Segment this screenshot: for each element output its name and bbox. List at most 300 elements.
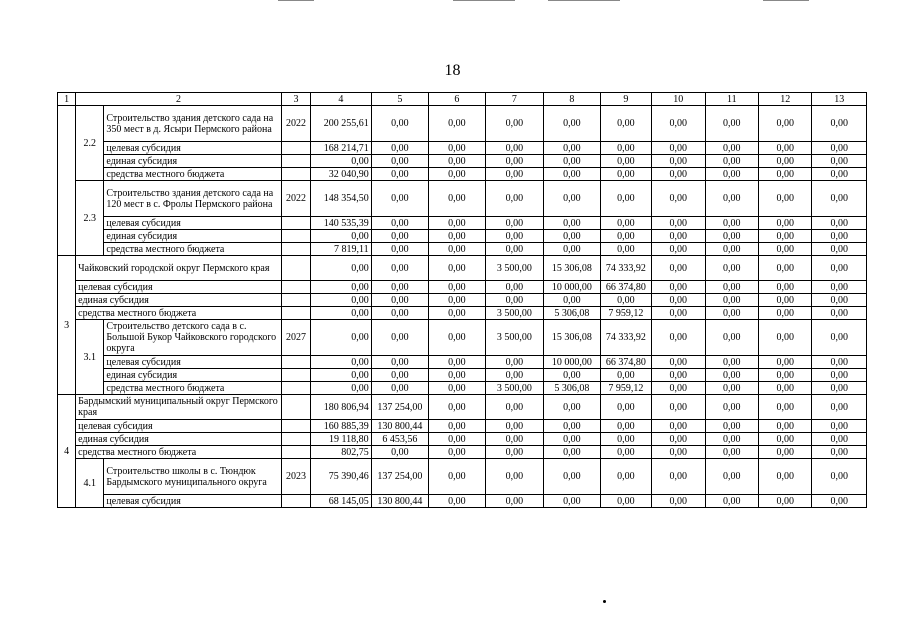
row-name: средства местного бюджета — [104, 168, 282, 181]
value-cell: 0,00 — [485, 230, 544, 243]
value-cell: 0,00 — [705, 307, 758, 320]
value-cell: 0,00 — [429, 495, 485, 508]
value-cell: 68 145,05 — [311, 495, 372, 508]
value-cell: 7 959,12 — [600, 307, 651, 320]
value-cell: 0,00 — [429, 459, 485, 495]
header-cell: 12 — [758, 93, 811, 106]
row-name: целевая субсидия — [104, 356, 282, 369]
year-cell — [281, 281, 310, 294]
value-cell: 3 500,00 — [485, 307, 544, 320]
value-cell: 0,00 — [371, 243, 428, 256]
subgroup-number: 3.1 — [76, 320, 104, 395]
value-cell: 0,00 — [758, 495, 811, 508]
value-cell: 3 500,00 — [485, 320, 544, 356]
row-name: Строительство детского сада в с. Большой Букор Чайковского городского округа — [104, 320, 282, 356]
value-cell: 0,00 — [544, 168, 600, 181]
header-cell: 10 — [652, 93, 705, 106]
value-cell: 0,00 — [758, 181, 811, 217]
value-cell: 0,00 — [652, 181, 705, 217]
header-cell: 13 — [812, 93, 867, 106]
scan-edge-line-1 — [278, 0, 314, 1]
group-cell-blank — [58, 106, 76, 256]
row-name: целевая субсидия — [76, 281, 282, 294]
value-cell: 0,00 — [705, 459, 758, 495]
group-number: 4 — [58, 395, 76, 508]
value-cell: 0,00 — [812, 142, 867, 155]
value-cell: 0,00 — [311, 369, 372, 382]
value-cell: 0,00 — [705, 356, 758, 369]
value-cell: 0,00 — [371, 307, 428, 320]
value-cell: 0,00 — [371, 320, 428, 356]
value-cell: 0,00 — [758, 168, 811, 181]
table-row — [58, 320, 867, 356]
value-cell: 0,00 — [544, 243, 600, 256]
value-cell: 74 333,92 — [600, 256, 651, 281]
value-cell: 0,00 — [485, 281, 544, 294]
value-cell: 0,00 — [485, 106, 544, 142]
value-cell: 0,00 — [371, 217, 428, 230]
year-cell — [281, 446, 310, 459]
value-cell: 0,00 — [705, 217, 758, 230]
value-cell: 0,00 — [429, 230, 485, 243]
value-cell: 0,00 — [705, 382, 758, 395]
value-cell: 0,00 — [485, 155, 544, 168]
header-cell: 6 — [429, 93, 485, 106]
value-cell: 0,00 — [812, 433, 867, 446]
year-cell — [281, 217, 310, 230]
value-cell: 0,00 — [705, 230, 758, 243]
value-cell: 0,00 — [485, 142, 544, 155]
subgroup-number: 2.3 — [76, 181, 104, 256]
value-cell: 0,00 — [544, 106, 600, 142]
value-cell: 0,00 — [812, 217, 867, 230]
value-cell: 0,00 — [371, 256, 428, 281]
value-cell: 19 118,80 — [311, 433, 372, 446]
row-name: Чайковский городской округ Пермского края — [76, 256, 282, 281]
value-cell: 0,00 — [485, 459, 544, 495]
value-cell: 0,00 — [758, 446, 811, 459]
value-cell: 0,00 — [812, 181, 867, 217]
value-cell: 0,00 — [600, 446, 651, 459]
value-cell: 0,00 — [812, 369, 867, 382]
value-cell: 0,00 — [544, 395, 600, 420]
value-cell: 0,00 — [600, 420, 651, 433]
row-name: средства местного бюджета — [76, 307, 282, 320]
header-cell: 2 — [76, 93, 282, 106]
subgroup-number: 4.1 — [76, 459, 104, 508]
value-cell: 168 214,71 — [311, 142, 372, 155]
value-cell: 0,00 — [311, 256, 372, 281]
value-cell: 0,00 — [371, 281, 428, 294]
value-cell: 0,00 — [485, 181, 544, 217]
value-cell: 0,00 — [652, 294, 705, 307]
page-number: 18 — [444, 62, 461, 79]
value-cell: 3 500,00 — [485, 256, 544, 281]
year-cell — [281, 256, 310, 281]
value-cell: 0,00 — [600, 181, 651, 217]
value-cell: 0,00 — [544, 142, 600, 155]
year-cell — [281, 369, 310, 382]
year-cell — [281, 168, 310, 181]
year-cell — [281, 356, 310, 369]
value-cell: 0,00 — [758, 307, 811, 320]
header-cell: 11 — [705, 93, 758, 106]
row-name: целевая субсидия — [76, 420, 282, 433]
value-cell: 0,00 — [758, 459, 811, 495]
row-name: целевая субсидия — [104, 142, 282, 155]
value-cell: 130 800,44 — [371, 420, 428, 433]
value-cell: 0,00 — [600, 230, 651, 243]
value-cell: 0,00 — [485, 369, 544, 382]
value-cell: 0,00 — [600, 369, 651, 382]
value-cell: 0,00 — [812, 356, 867, 369]
table-row — [58, 243, 867, 256]
value-cell: 15 306,08 — [544, 320, 600, 356]
table-row — [58, 181, 867, 217]
row-name: Строительство школы в с. Тюндюк Бардымского муниципального округа — [104, 459, 282, 495]
value-cell: 0,00 — [652, 320, 705, 356]
value-cell: 0,00 — [652, 395, 705, 420]
value-cell: 0,00 — [544, 155, 600, 168]
value-cell: 0,00 — [705, 420, 758, 433]
value-cell: 0,00 — [485, 495, 544, 508]
value-cell: 0,00 — [600, 433, 651, 446]
value-cell: 180 806,94 — [311, 395, 372, 420]
table-row — [58, 382, 867, 395]
value-cell: 0,00 — [652, 217, 705, 230]
value-cell: 137 254,00 — [371, 395, 428, 420]
value-cell: 10 000,00 — [544, 356, 600, 369]
value-cell: 0,00 — [600, 294, 651, 307]
value-cell: 148 354,50 — [311, 181, 372, 217]
value-cell: 0,00 — [812, 155, 867, 168]
row-name: Строительство здания детского сада на 120 мест в с. Фролы Пермского района — [104, 181, 282, 217]
value-cell: 0,00 — [600, 217, 651, 230]
value-cell: 0,00 — [429, 420, 485, 433]
value-cell: 0,00 — [371, 369, 428, 382]
value-cell: 0,00 — [371, 155, 428, 168]
table-row — [58, 230, 867, 243]
header-row — [58, 93, 867, 106]
value-cell: 0,00 — [429, 217, 485, 230]
table-row — [58, 495, 867, 508]
value-cell: 75 390,46 — [311, 459, 372, 495]
row-name: средства местного бюджета — [104, 382, 282, 395]
value-cell: 0,00 — [600, 106, 651, 142]
header-cell: 5 — [371, 93, 428, 106]
row-name: Бардымский муниципальный округ Пермского края — [76, 395, 282, 420]
value-cell: 0,00 — [544, 420, 600, 433]
value-cell: 0,00 — [758, 243, 811, 256]
value-cell: 0,00 — [429, 168, 485, 181]
value-cell: 200 255,61 — [311, 106, 372, 142]
scan-edge-line-3 — [548, 0, 620, 1]
value-cell: 0,00 — [311, 320, 372, 356]
value-cell: 0,00 — [544, 230, 600, 243]
value-cell: 0,00 — [758, 320, 811, 356]
value-cell: 0,00 — [485, 420, 544, 433]
value-cell: 160 885,39 — [311, 420, 372, 433]
value-cell: 0,00 — [705, 395, 758, 420]
value-cell: 0,00 — [652, 307, 705, 320]
year-cell — [281, 420, 310, 433]
value-cell: 0,00 — [652, 243, 705, 256]
value-cell: 137 254,00 — [371, 459, 428, 495]
value-cell: 0,00 — [544, 294, 600, 307]
value-cell: 0,00 — [758, 369, 811, 382]
year-cell — [281, 294, 310, 307]
budget-table — [57, 92, 867, 508]
year-cell — [281, 433, 310, 446]
header-cell: 4 — [311, 93, 372, 106]
value-cell: 0,00 — [812, 281, 867, 294]
value-cell: 0,00 — [705, 155, 758, 168]
value-cell: 0,00 — [705, 243, 758, 256]
value-cell: 0,00 — [812, 307, 867, 320]
value-cell: 0,00 — [652, 281, 705, 294]
value-cell: 0,00 — [758, 217, 811, 230]
row-name: единая субсидия — [104, 369, 282, 382]
value-cell: 0,00 — [652, 356, 705, 369]
value-cell: 0,00 — [758, 256, 811, 281]
value-cell: 0,00 — [371, 294, 428, 307]
value-cell: 0,00 — [812, 495, 867, 508]
value-cell: 7 959,12 — [600, 382, 651, 395]
value-cell: 0,00 — [429, 356, 485, 369]
group-number: 3 — [58, 256, 76, 395]
table-row — [58, 369, 867, 382]
value-cell: 0,00 — [485, 217, 544, 230]
value-cell: 0,00 — [429, 446, 485, 459]
table-row — [58, 307, 867, 320]
value-cell: 0,00 — [652, 369, 705, 382]
value-cell: 0,00 — [429, 382, 485, 395]
value-cell: 0,00 — [371, 181, 428, 217]
row-name: единая субсидия — [104, 230, 282, 243]
value-cell: 0,00 — [758, 155, 811, 168]
value-cell: 0,00 — [311, 382, 372, 395]
value-cell: 5 306,08 — [544, 382, 600, 395]
value-cell: 0,00 — [705, 495, 758, 508]
value-cell: 0,00 — [544, 433, 600, 446]
year-cell — [281, 395, 310, 420]
value-cell: 15 306,08 — [544, 256, 600, 281]
value-cell: 0,00 — [705, 446, 758, 459]
value-cell: 0,00 — [758, 106, 811, 142]
value-cell: 0,00 — [485, 243, 544, 256]
row-name: средства местного бюджета — [104, 243, 282, 256]
value-cell: 0,00 — [544, 446, 600, 459]
value-cell: 0,00 — [652, 256, 705, 281]
value-cell: 0,00 — [758, 382, 811, 395]
value-cell: 66 374,80 — [600, 356, 651, 369]
table-row — [58, 294, 867, 307]
row-name: Строительство здания детского сада на 350 мест в д. Ясыри Пермского района — [104, 106, 282, 142]
table-row — [58, 256, 867, 281]
value-cell: 0,00 — [705, 168, 758, 181]
value-cell: 0,00 — [600, 243, 651, 256]
value-cell: 0,00 — [485, 294, 544, 307]
value-cell: 0,00 — [311, 155, 372, 168]
scan-dot — [603, 600, 606, 603]
value-cell: 5 306,08 — [544, 307, 600, 320]
value-cell: 0,00 — [429, 142, 485, 155]
value-cell: 0,00 — [429, 281, 485, 294]
table-row — [58, 281, 867, 294]
value-cell: 802,75 — [311, 446, 372, 459]
value-cell: 0,00 — [544, 495, 600, 508]
value-cell: 0,00 — [812, 243, 867, 256]
value-cell: 0,00 — [652, 420, 705, 433]
scan-edge-line-4 — [763, 0, 809, 1]
value-cell: 0,00 — [705, 281, 758, 294]
value-cell: 0,00 — [371, 168, 428, 181]
table-row — [58, 356, 867, 369]
year-cell — [281, 307, 310, 320]
value-cell: 0,00 — [652, 446, 705, 459]
value-cell: 74 333,92 — [600, 320, 651, 356]
value-cell: 0,00 — [429, 395, 485, 420]
value-cell: 0,00 — [485, 356, 544, 369]
year-cell — [281, 230, 310, 243]
value-cell: 130 800,44 — [371, 495, 428, 508]
value-cell: 0,00 — [705, 320, 758, 356]
value-cell: 10 000,00 — [544, 281, 600, 294]
value-cell: 140 535,39 — [311, 217, 372, 230]
value-cell: 0,00 — [485, 168, 544, 181]
value-cell: 0,00 — [652, 459, 705, 495]
value-cell: 0,00 — [652, 382, 705, 395]
value-cell: 0,00 — [600, 395, 651, 420]
value-cell: 0,00 — [371, 106, 428, 142]
value-cell: 0,00 — [544, 369, 600, 382]
value-cell: 0,00 — [600, 155, 651, 168]
value-cell: 0,00 — [705, 106, 758, 142]
table-row — [58, 420, 867, 433]
row-name: целевая субсидия — [104, 217, 282, 230]
row-name: единая субсидия — [104, 155, 282, 168]
value-cell: 0,00 — [429, 256, 485, 281]
value-cell: 0,00 — [544, 459, 600, 495]
value-cell: 0,00 — [758, 142, 811, 155]
value-cell: 0,00 — [812, 395, 867, 420]
value-cell: 0,00 — [652, 495, 705, 508]
value-cell: 66 374,80 — [600, 281, 651, 294]
year-cell — [281, 495, 310, 508]
value-cell: 0,00 — [311, 230, 372, 243]
row-name: единая субсидия — [76, 433, 282, 446]
value-cell: 0,00 — [705, 433, 758, 446]
header-cell: 7 — [485, 93, 544, 106]
value-cell: 0,00 — [371, 446, 428, 459]
year-cell — [281, 142, 310, 155]
table-row — [58, 395, 867, 420]
value-cell: 0,00 — [652, 155, 705, 168]
year-cell: 2022 — [281, 181, 310, 217]
header-cell: 1 — [58, 93, 76, 106]
value-cell: 0,00 — [812, 230, 867, 243]
value-cell: 0,00 — [429, 294, 485, 307]
value-cell: 0,00 — [705, 369, 758, 382]
value-cell: 0,00 — [311, 356, 372, 369]
value-cell: 6 453,56 — [371, 433, 428, 446]
value-cell: 0,00 — [758, 433, 811, 446]
table-row — [58, 459, 867, 495]
year-cell — [281, 243, 310, 256]
value-cell: 0,00 — [311, 307, 372, 320]
table-row — [58, 142, 867, 155]
value-cell: 0,00 — [600, 459, 651, 495]
value-cell: 0,00 — [812, 420, 867, 433]
header-cell: 3 — [281, 93, 310, 106]
value-cell: 0,00 — [544, 217, 600, 230]
value-cell: 0,00 — [705, 142, 758, 155]
value-cell: 0,00 — [758, 420, 811, 433]
value-cell: 0,00 — [812, 256, 867, 281]
year-cell: 2023 — [281, 459, 310, 495]
year-cell — [281, 382, 310, 395]
value-cell: 7 819,11 — [311, 243, 372, 256]
value-cell: 0,00 — [812, 106, 867, 142]
value-cell: 0,00 — [371, 382, 428, 395]
value-cell: 0,00 — [812, 459, 867, 495]
value-cell: 0,00 — [652, 433, 705, 446]
value-cell: 0,00 — [812, 382, 867, 395]
value-cell: 0,00 — [812, 294, 867, 307]
year-cell: 2027 — [281, 320, 310, 356]
year-cell — [281, 155, 310, 168]
value-cell: 0,00 — [652, 142, 705, 155]
value-cell: 32 040,90 — [311, 168, 372, 181]
value-cell: 0,00 — [758, 230, 811, 243]
value-cell: 0,00 — [429, 307, 485, 320]
table-row — [58, 155, 867, 168]
value-cell: 0,00 — [600, 495, 651, 508]
table-row — [58, 217, 867, 230]
value-cell: 0,00 — [429, 320, 485, 356]
header-cell: 8 — [544, 93, 600, 106]
row-name: средства местного бюджета — [76, 446, 282, 459]
header-cell: 9 — [600, 93, 651, 106]
table-row — [58, 106, 867, 142]
value-cell: 0,00 — [705, 294, 758, 307]
value-cell: 0,00 — [371, 142, 428, 155]
value-cell: 0,00 — [371, 230, 428, 243]
value-cell: 0,00 — [600, 168, 651, 181]
value-cell: 0,00 — [600, 142, 651, 155]
value-cell: 0,00 — [758, 356, 811, 369]
value-cell: 0,00 — [485, 433, 544, 446]
value-cell: 0,00 — [652, 230, 705, 243]
value-cell: 0,00 — [485, 395, 544, 420]
scan-edge-line-2 — [453, 0, 515, 1]
value-cell: 3 500,00 — [485, 382, 544, 395]
row-name: единая субсидия — [76, 294, 282, 307]
table-row — [58, 168, 867, 181]
value-cell: 0,00 — [544, 181, 600, 217]
value-cell: 0,00 — [429, 433, 485, 446]
table-row — [58, 446, 867, 459]
value-cell: 0,00 — [429, 369, 485, 382]
value-cell: 0,00 — [812, 446, 867, 459]
value-cell: 0,00 — [429, 243, 485, 256]
value-cell: 0,00 — [652, 106, 705, 142]
value-cell: 0,00 — [311, 281, 372, 294]
value-cell: 0,00 — [429, 106, 485, 142]
value-cell: 0,00 — [705, 181, 758, 217]
value-cell: 0,00 — [812, 168, 867, 181]
value-cell: 0,00 — [485, 446, 544, 459]
